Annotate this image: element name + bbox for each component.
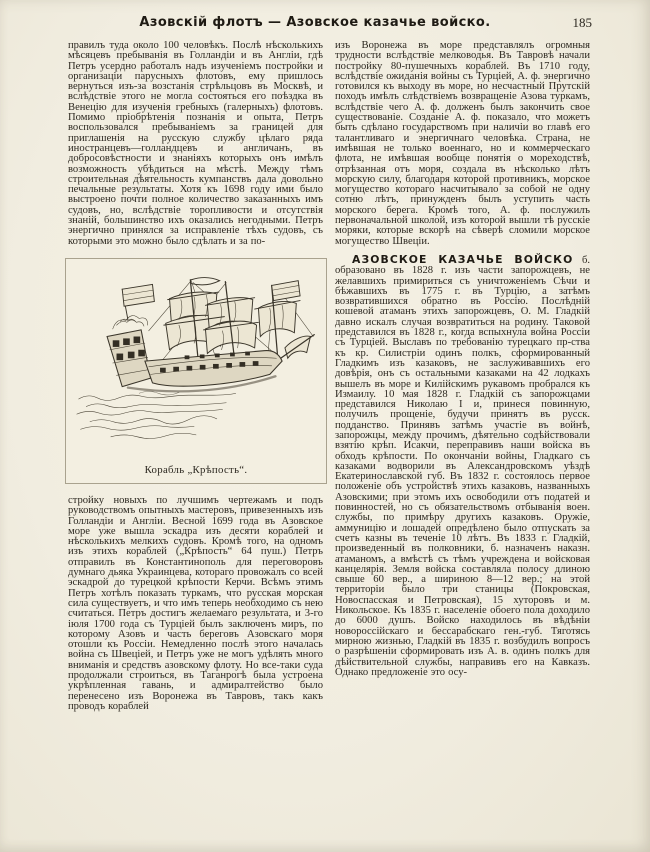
running-head-title: Азовскій флотъ — Азовское казачье войско. [139,15,491,30]
figure-caption: Корабль „Крѣпость“. [144,463,248,476]
paragraph-azov-fleet-part3: изъ Воронежа въ море представлялъ огромныя трудности вслѣдствіе мелководья. Въ Тавровѣ начали постройку 80-пушечныхъ кораблей. Въ 1710 году, вслѣдствіе ожиданія войны съ Турціей, А. ф. энергично готовился къ выходу въ море, но несчастный Прутскій походъ имѣлъ слѣдствіемъ возвращеніе Азова туркамъ, вслѣдствіе чего А. ф. долженъ былъ закончить свое существованіе. Созданіе А. ф. показало, что можетъ быть сдѣлано государствомъ при наличіи во главѣ его талантливаго и энергичнаго человѣка. Страна, не имѣвшая не только военнаго, но и коммерческаго флота, не имѣвшая вообще понятія о мореходствѣ, отрѣзанная отъ моря, создала въ нѣсколько лѣтъ морскую силу, благодаря которой противникъ, морское могущество котораго насчитывало за собой не одну сотню лѣтъ, принужденъ былъ уступить часть морского берега. Кромѣ того, А. ф. послужилъ первоначальной школой, изъ которой вышли тѣ русскіе моряки, которые вскорѣ на сѣверѣ сломили морское могущество Швеціи. [335,40,590,247]
right-column [335,41,590,712]
ship-engraving-kryepost [73,267,319,459]
text-columns [68,41,590,712]
paragraph-azov-fleet-part1: правилъ туда около 100 человѣкъ. Послѣ нѣсколькихъ мѣсяцевъ пребыванія въ Голландіи и въ Англіи, гдѣ Петръ усердно работалъ надъ изученіемъ постройки и организаціи парусныхъ флотовъ, ему пришлось вернуться изъ-за возстанія стрѣльцовъ въ Москвѣ, и вслѣдствіе этого не могла состояться его поѣздка въ Венецію для изученія гребныхъ (галерныхъ) флотовъ. Помимо пріобрѣтенія познанія и опыта, Петръ воспользовался пребываніемъ за границей для приглашенія на русскую службу цѣлаго ряда иностранцевъ—голландцевъ и англичанъ, въ добросовѣстности и знаніяхъ которыхъ онъ имѣлъ возможность убѣдиться на мѣстѣ. Между тѣмъ строительная дѣятельность кумпанствъ дала довольно печальные результаты. Хотя къ 1698 году ими было выстроено почти полное количество заказанныхъ имъ судовъ, но, вслѣдствіе торопливости и отсутствія знаній, большинство ихъ оказались негодными. Петръ энергично принялся за исправленіе тѣхъ судовъ, съ которыми это можно было сдѣлать и за по- [68,40,323,247]
ship-figure [65,258,327,484]
page-number: 185 [572,15,592,30]
page-header [68,15,592,33]
paragraph-azov-cossack-host [335,252,590,678]
article-heading-azov-cossack-host: АЗОВСКОЕ КАЗАЧЬЕ ВОЙСКО [352,252,574,266]
left-column [68,41,323,712]
article-body-azov-cossack-host: б. образовано въ 1828 г. изъ части запорожцевъ, не желавшихъ примириться съ уничтоженіемъ Сѣчи и бѣжавшихъ въ 1775 г. въ Турцію, а затѣмъ возвратившихся обратно въ Россію. Послѣдній кошевой атаманъ этихъ запорожцевъ, О. М. Гладкій давно искалъ случая возвратиться на родину. Таковой представился въ 1828 г., когда вспыхнула война Россіи съ Турціей. Выславъ по требованію турецкаго пр-ства къ кр. Силистріи одинъ полкъ, сформированный Гладкимъ изъ казаковъ, не заслуживавшихъ его довѣрія, онъ съ остальными казаками на 42 лодкахъ вышелъ въ море и Килійскимъ рукавомъ пробрался къ Измаилу. 10 мая 1828 г. Гладкій съ запорожцами представился Николаю I и, принеся повинную, получилъ прощеніе, будучи принятъ въ русск. подданство. Принявъ затѣмъ участіе въ войнѣ, запорожцы, между прочимъ, дѣятельно содѣйствовали взятію крѣп. Исакчи, переправивъ наши войска въ обходъ крѣпости. По окончаніи войны, Гладкаго съ казаками водворили въ Александровскомъ уѣздѣ Екатеринославской губ. Въ 1832 г. состоялось первое положеніе объ устройствѣ этихъ казаковъ, названныхъ Азовскими; при этомъ ихъ освободили отъ податей и повинностей, но съ обязательствомъ отбыванія воен. службы, по примѣру другихъ казаковъ. Оружіе, аммуницію и лошадей опредѣлено было отпускать за счетъ казны въ теченіе 10 лѣтъ. Въ 1833 г. Гладкій, произведенный въ полковники, б. назначенъ наказн. атаманомъ, а вмѣстѣ съ тѣмъ учреждена и войсковая канцелярія. Земля войска составляла полосу длиною свыше 60 вер., а шириною 8—12 вер.; на этой территоріи было три станицы (Покровская, Новоспасская и Петровская), 15 хуторовъ и м. Никольское. Къ 1835 г. населеніе обоего пола доходило до 6000 душъ. Войско находилось въ вѣдѣніи новороссійскаго и бессарабскаго ген.-губ. Тяготясь мирною жизнью, Гладкій въ 1835 г. возбудилъ вопросъ о разрѣшеніи сформировать изъ А. в. одинъ полкъ для дѣйствительной службы, направивъ его на Кавказъ. Однако предложеніе это осу- [335,254,590,678]
paragraph-azov-fleet-part2: стройку новыхъ по лучшимъ чертежамъ и подъ руководствомъ опытныхъ мастеровъ, привезенныхъ изъ Голландіи и Англіи. Весной 1699 года въ Азовское море уже вышла эскадра изъ десяти кораблей и нѣсколькихъ мелкихъ судовъ. Кромѣ того, на одномъ изъ этихъ кораблей („Крѣпость“ 64 пуш.) Петръ отправилъ въ Константинополь для переговоровъ думнаго дьяка Украинцева, котораго провожалъ со всей эскадрой до турецкой крѣпости Керчи. Всѣмъ этимъ Петръ хотѣлъ показать туркамъ, что русская морская сила существуетъ, и что имъ теперь необходимо съ нею считаться. Петръ достигъ желаемаго результата, и 3-го іюля 1700 года съ Турціей былъ заключенъ миръ, по которому Азовъ и часть береговъ Азовскаго моря отошли къ Россіи. Немедленно послѣ этого началась война съ Швеціей, и Петръ уже не могъ удѣлять много вниманія и средствъ азовскому флоту. Но все-таки суда продолжали строиться, въ Таганрогѣ была устроена укрѣпленная гавань, и адмиралтейство было перенесено изъ Воронежа въ Тавровъ, такъ какъ проводъ кораблей [68,494,323,712]
